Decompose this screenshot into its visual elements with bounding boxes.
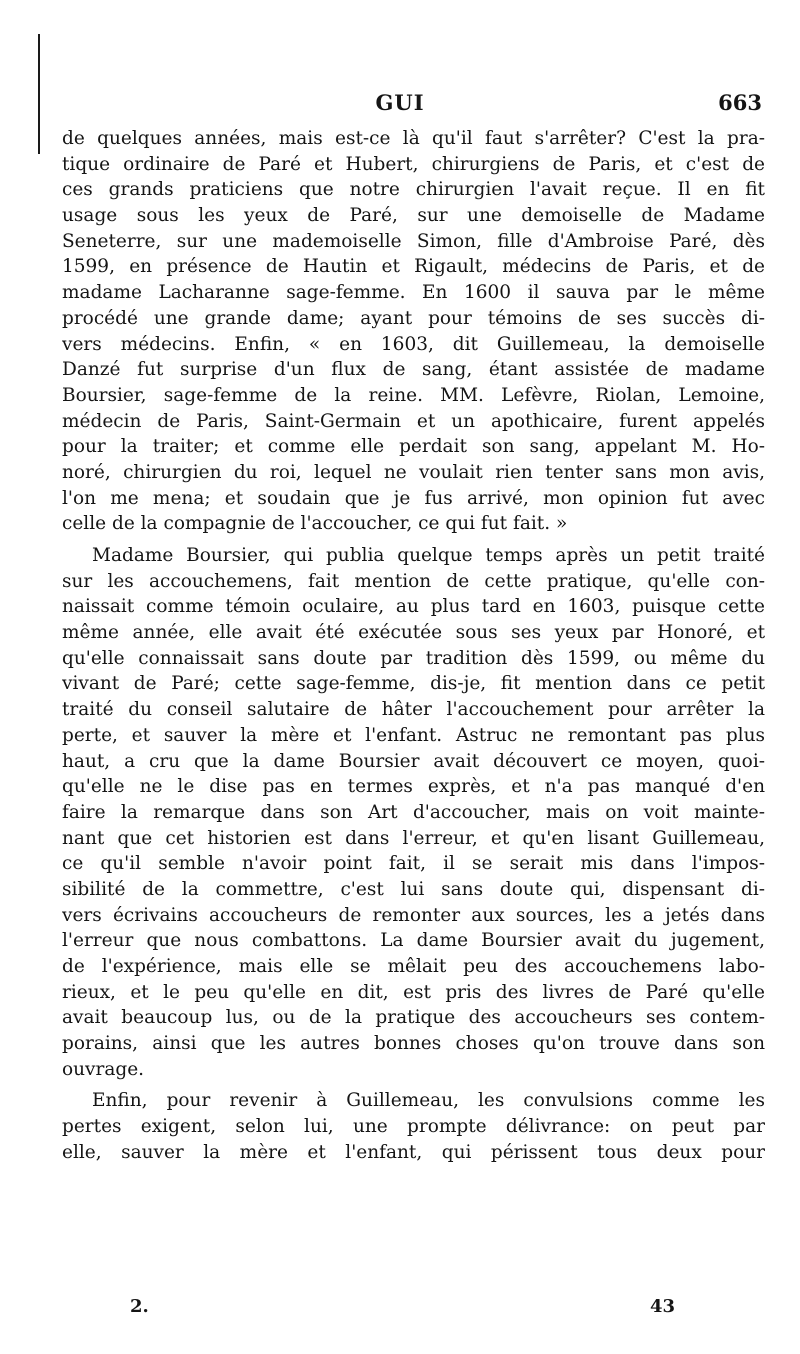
text-line: pertes exigent, selon lui, une prompte délivrance: on peut par	[62, 1116, 765, 1138]
text-line: de quelques années, mais est-ce là qu'il faut s'arrêter? C'est la pra-	[62, 128, 765, 149]
text-line: de l'expérience, mais elle se mêlait peu des accouchemens labo-	[62, 956, 765, 977]
text-line: sur les accouchemens, fait mention de cette pratique, qu'elle con-	[62, 570, 765, 592]
running-head	[0, 90, 800, 124]
text-line: ouvrage.	[62, 1058, 145, 1080]
text-line: rieux, et le peu qu'elle en dit, est pris des livres de Paré qu'elle	[62, 981, 765, 1003]
text-line: pour la traiter; et comme elle perdait son sang, appelant M. Ho-	[62, 436, 765, 458]
running-title: GUI	[375, 90, 425, 115]
text-line: tique ordinaire de Paré et Hubert, chirurgiens de Paris, et c'est de	[62, 153, 765, 175]
text-line: Enfin, pour revenir à Guillemeau, les convulsions comme les	[92, 1090, 765, 1112]
text-line: avait beaucoup lus, ou de la pratique des accoucheurs ses contem-	[62, 1007, 765, 1029]
text-line: Seneterre, sur une mademoiselle Simon, fille d'Ambroise Paré, dès	[62, 230, 765, 252]
text-line: l'erreur que nous combattons. La dame Boursier avait du jugement,	[62, 930, 765, 952]
text-line: noré, chirurgien du roi, lequel ne voulait rien tenter sans mon avis,	[62, 461, 765, 483]
text-line: sibilité de la commettre, c'est lui sans doute qui, dispensant di-	[62, 878, 765, 900]
text-line: même année, elle avait été exécutée sous ses yeux par Honoré, et	[62, 622, 765, 644]
text-line: procédé une grande dame; ayant pour témoins de ses succès di-	[62, 307, 765, 329]
paragraph	[62, 1088, 765, 1165]
text-line: usage sous les yeux de Paré, sur une demoiselle de Madame	[62, 205, 765, 227]
text-line: ce qu'il semble n'avoir point fait, il se serait mis dans l'impos-	[62, 853, 765, 875]
text-line: faire la remarque dans son Art d'accoucher, mais on voit mainte-	[62, 801, 765, 823]
text-line: vers écrivains accoucheurs de remonter aux sources, les a jetés dans	[62, 904, 765, 926]
page-footer	[0, 1296, 800, 1326]
signature-mark: 2.	[130, 1296, 149, 1317]
text-line: perte, et sauver la mère et l'enfant. Astruc ne remontant pas plus	[62, 724, 765, 746]
text-line: vivant de Paré; cette sage-femme, dis-je, fit mention dans ce petit	[62, 673, 765, 695]
text-line: vers médecins. Enfin, « en 1603, dit Guillemeau, la demoiselle	[62, 333, 765, 355]
text-line: Boursier, sage-femme de la reine. MM. Lefèvre, Riolan, Lemoine,	[62, 384, 765, 406]
text-line: 1599, en présence de Hautin et Rigault, médecins de Paris, et de	[62, 256, 765, 278]
text-line: madame Lacharanne sage-femme. En 1600 il sauva par le même	[62, 282, 765, 304]
body-text	[62, 126, 765, 1166]
page-number: 663	[718, 90, 762, 115]
text-line: médecin de Paris, Saint-Germain et un apothicaire, furent appelés	[62, 410, 765, 432]
text-line: ces grands praticiens que notre chirurgien l'avait reçue. Il en fit	[62, 179, 765, 201]
text-line: Madame Boursier, qui publia quelque temps après un petit traité	[92, 545, 765, 566]
text-line: porains, ainsi que les autres bonnes choses qu'on trouve dans son	[62, 1033, 765, 1055]
text-line: haut, a cru que la dame Boursier avait découvert ce moyen, quoi-	[62, 750, 765, 772]
text-line: l'on me mena; et soudain que je fus arrivé, mon opinion fut avec	[62, 487, 765, 509]
text-line: traité du conseil salutaire de hâter l'accouchement pour arrêter la	[62, 699, 765, 721]
text-line: naissait comme témoin oculaire, au plus tard en 1603, puisque cette	[62, 596, 765, 618]
text-line: qu'elle connaissait sans doute par tradition dès 1599, ou même du	[62, 647, 765, 669]
gathering-number: 43	[650, 1296, 676, 1317]
text-line: Danzé fut surprise d'un flux de sang, étant assistée de madame	[62, 359, 765, 381]
text-line: nant que cet historien est dans l'erreur, et qu'en lisant Guillemeau,	[62, 827, 765, 849]
paragraph	[62, 543, 765, 1082]
text-line: qu'elle ne le dise pas en termes exprès, et n'a pas manqué d'en	[62, 776, 765, 798]
text-line: celle de la compagnie de l'accoucher, ce qui fut fait. »	[62, 513, 568, 535]
paragraph	[62, 126, 765, 537]
text-line: elle, sauver la mère et l'enfant, qui périssent tous deux pour	[62, 1141, 765, 1163]
